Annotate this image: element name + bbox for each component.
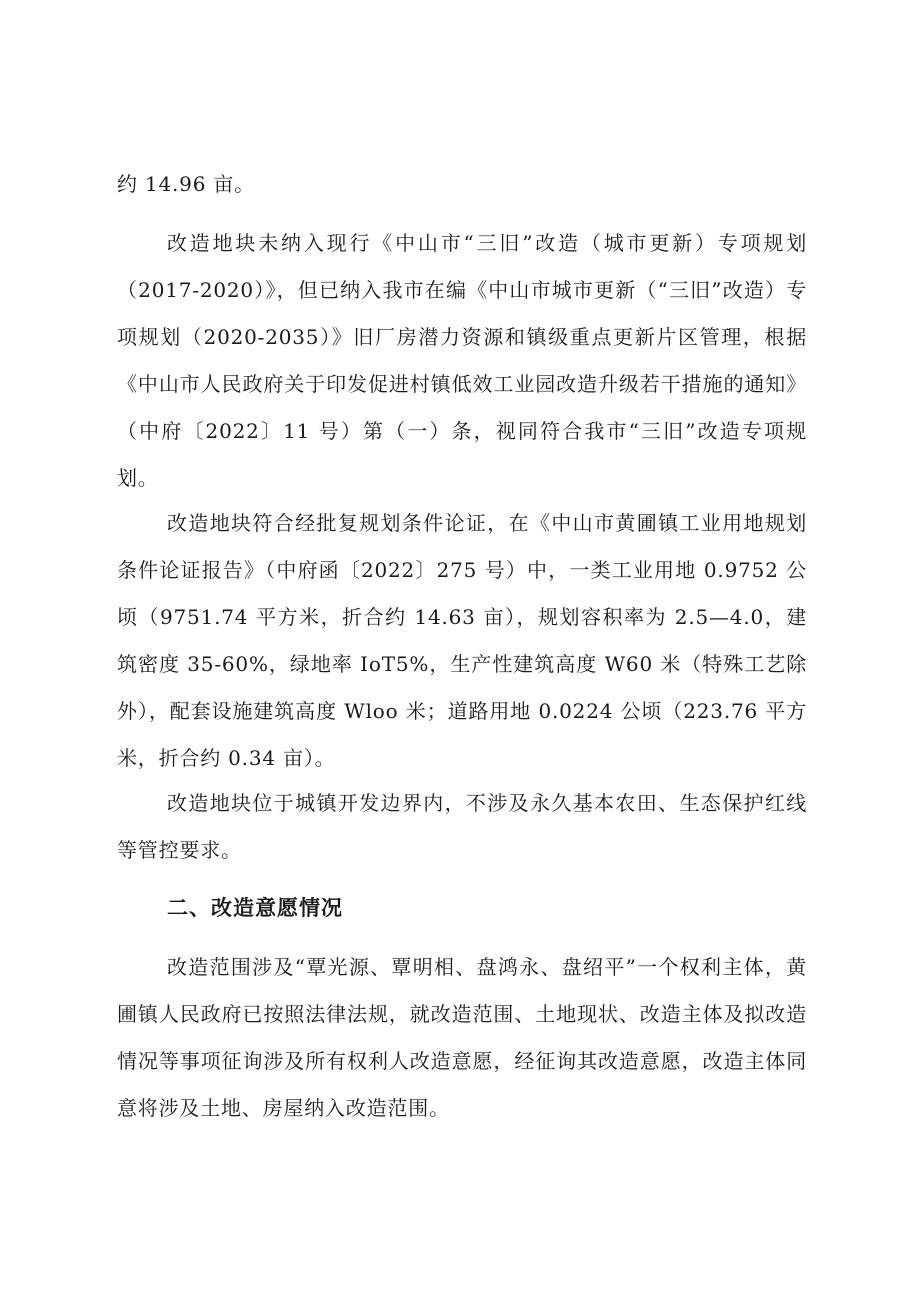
paragraph-renovation-willingness: 改造范围涉及“覃光源、覃明相、盘鸿永、盘绍平”一个权利主体，黄圃镇人民政府已按照法律法规，就改造范围、土地现状、改造主体及拟改造情况等事项征询涉及所有权利人改造意愿，经征询其改造意愿，改造主体同意将涉及土地、房屋纳入改造范围。 [117, 955, 807, 1120]
paragraph-planning-conditions: 改造地块符合经批复规划条件论证，在《中山市黄圃镇工业用地规划条件论证报告》（中府函〔2022〕275 号）中，一类工业用地 0.9752 公顷（9751.74 平方米，折合约 14.63 亩），规划容积率为 2.5—4.0，建筑密度 35-60%，绿地率 IoT5%，生产性建筑高度 W60 米（特殊工艺除外），配套设施建筑高度 Wloo 米；道路用地 0.0224 公顷（223.76 平方米，折合约 0.34 亩）。 [117, 511, 807, 770]
paragraph-continuation: 约 14.96 亩。 [117, 172, 255, 196]
paragraph-development-boundary: 改造地块位于城镇开发边界内，不涉及永久基本农田、生态保护红线等管控要求。 [117, 791, 807, 862]
paragraph-planning-compliance: 改造地块未纳入现行《中山市“三旧”改造（城市更新）专项规划（2017-2020）》，但已纳入我市在编《中山市城市更新（“三旧”改造）专项规划（2020-2035）》旧厂房潜力资源和镇级重点更新片区管理，根据《中山市人民政府关于印发促进村镇低效工业园改造升级若干措施的通知》（中府〔2022〕11 号）第（一）条，视同符合我市“三旧”改造专项规划。 [117, 231, 807, 490]
section-heading: 二、改造意愿情况 [167, 896, 343, 920]
